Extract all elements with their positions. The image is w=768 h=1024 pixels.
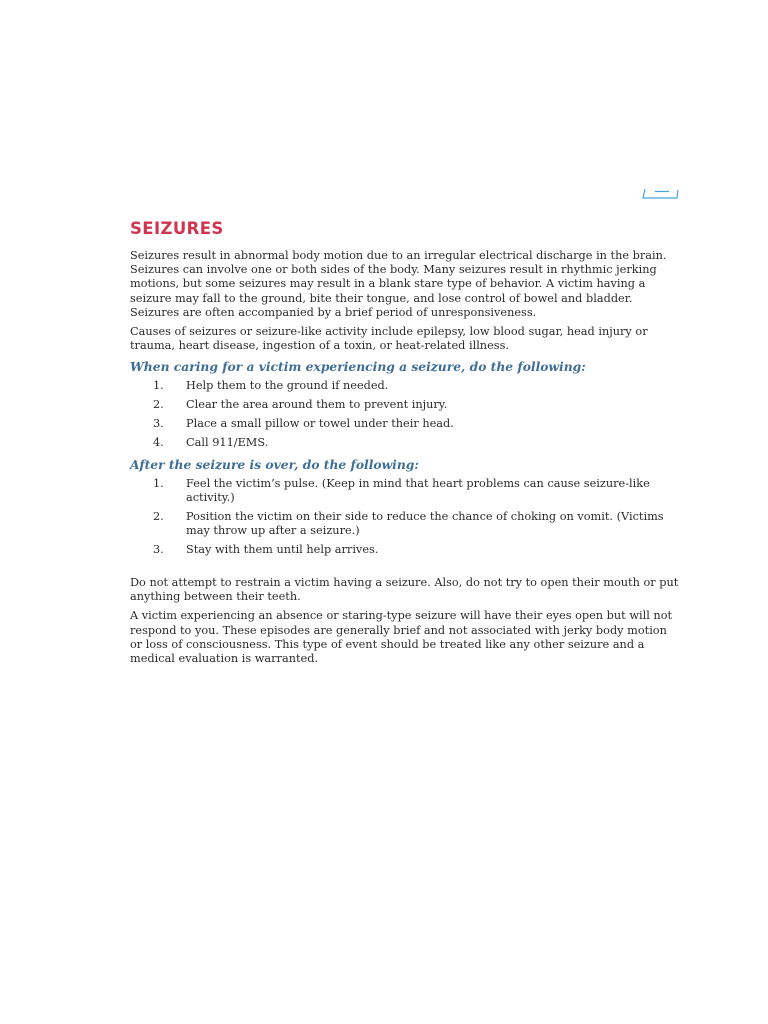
after-seizure-heading: After the seizure is over, do the following: bbox=[130, 456, 419, 472]
step-number: 3. bbox=[153, 417, 164, 431]
during-seizure-steps bbox=[130, 379, 682, 450]
list-item bbox=[130, 477, 682, 505]
step-text: Help them to the ground if needed. bbox=[186, 379, 389, 393]
causes-paragraph: Causes of seizures or seizure-like activity include epilepsy, low blood sugar, head injury or trauma, heart disease, ingestion of a toxin, or heat-related illness. bbox=[130, 325, 648, 353]
step-number: 2. bbox=[153, 509, 164, 523]
step-text: Call 911/EMS. bbox=[186, 436, 269, 450]
during-seizure-heading: When caring for a victim experiencing a seizure, do the following: bbox=[130, 359, 586, 375]
step-number: 1. bbox=[153, 476, 164, 490]
step-text: Feel the victim’s pulse. (Keep in mind that heart problems can cause seizure-like activity.) bbox=[186, 476, 650, 504]
after-seizure-steps bbox=[130, 477, 682, 558]
absence-seizure-paragraph: A victim experiencing an absence or staring-type seizure will have their eyes open but will not respond to you. These episodes are generally brief and not associated with jerky body motion or loss of consciousness. This type of event should be treated like any other seizure and a medical evaluation is warranted. bbox=[130, 609, 673, 666]
list-item bbox=[130, 510, 682, 538]
step-text: Position the victim on their side to reduce the chance of choking on vomit. (Victims may throw up after a seizure.) bbox=[186, 509, 664, 538]
document-body bbox=[130, 219, 682, 671]
step-number: 2. bbox=[153, 398, 164, 412]
section-spacer bbox=[130, 562, 682, 576]
step-text: Stay with them until help arrives. bbox=[186, 543, 379, 557]
page-title: SEIZURES bbox=[130, 219, 224, 238]
list-item bbox=[130, 436, 682, 450]
step-text: Clear the area around them to prevent injury. bbox=[186, 398, 448, 412]
step-text: Place a small pillow or towel under their head. bbox=[186, 417, 454, 431]
list-item bbox=[130, 543, 682, 557]
list-item bbox=[130, 398, 682, 412]
intro-paragraph: Seizures result in abnormal body motion due to an irregular electrical discharge in the brain. Seizures can involve one or both sides of the body. Many seizures result in rhythmic jerking motions, but some seizures may result in a blank stare type of behavior. A victim having a seizure may fall to the ground, bite their tongue, and lose control of bowel and bladder. Seizures are often accompanied by a brief period of unresponsiveness. bbox=[130, 249, 667, 319]
step-number: 1. bbox=[153, 379, 164, 393]
step-number: 4. bbox=[153, 436, 164, 450]
step-number: 3. bbox=[153, 543, 164, 557]
list-item bbox=[130, 379, 682, 393]
page-corner-mark bbox=[641, 188, 679, 200]
list-item bbox=[130, 417, 682, 431]
restraint-warning-paragraph: Do not attempt to restrain a victim having a seizure. Also, do not try to open their mouth or put anything between their teeth. bbox=[130, 576, 679, 604]
